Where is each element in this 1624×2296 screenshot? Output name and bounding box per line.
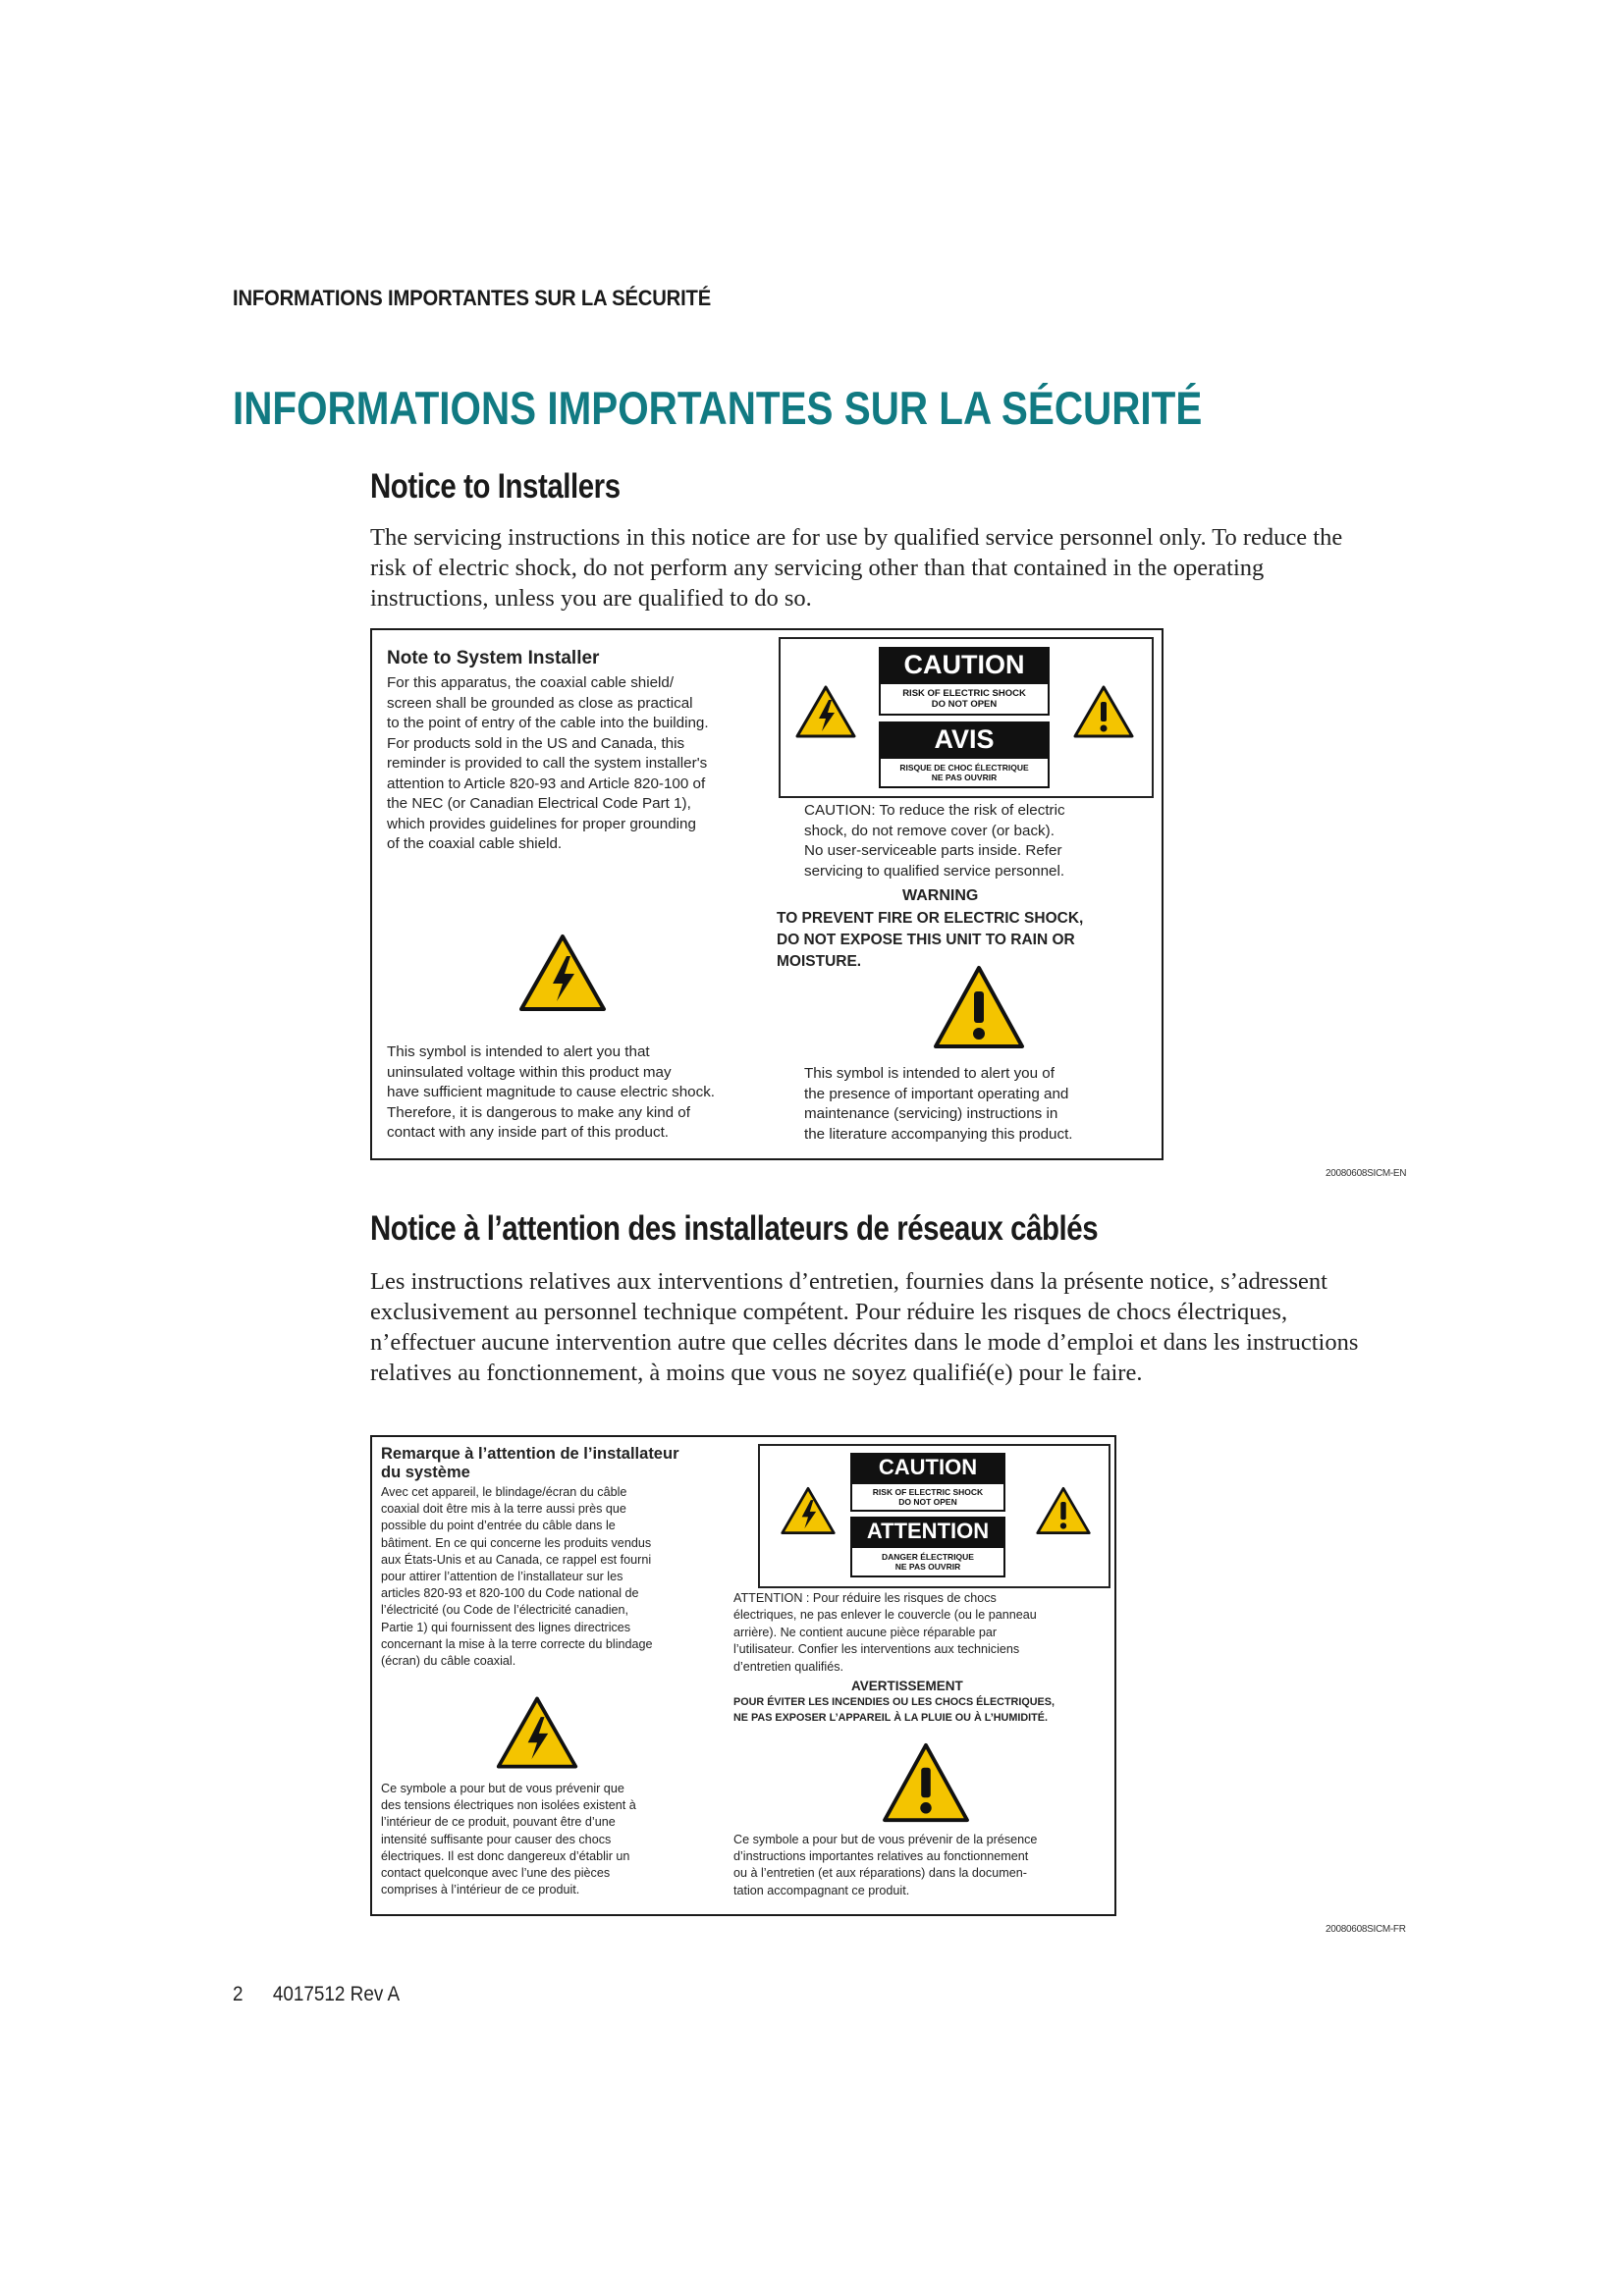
avis-sub-label: RISQUE DE CHOC ÉLECTRIQUE NE PAS OUVRIR (879, 757, 1050, 788)
caution-sub-label-fr: RISK OF ELECTRIC SHOCK DO NOT OPEN (850, 1482, 1005, 1512)
section-body-en: The servicing instructions in this notice are for use by qualified service personnel only. To reduce the risk of electric shock, do not perform any servicing other than that contained in the operating instructions, unless you are qualified to do so. (370, 524, 1343, 612)
electric-shock-small-icon-fr (780, 1485, 837, 1536)
caution-label-fr: CAUTION (850, 1453, 1005, 1482)
warning-text-fr: POUR ÉVITER LES INCENDIES OU LES CHOCS ÉLECTRIQUES, NE PAS EXPOSER L’APPAREIL À LA PLUIE OU À L’HUMIDITÉ. (733, 1696, 1055, 1724)
avis-label: AVIS (879, 721, 1050, 757)
page-title: INFORMATIONS IMPORTANTES SUR LA SÉCURITÉ (233, 382, 1203, 434)
exclamation-symbol-text: This symbol is intended to alert you of the presence of important operating and maintenance (servicing) instructions in the literature accompanying this product. (804, 1065, 1073, 1143)
electric-shock-warning-icon-fr (495, 1694, 579, 1771)
section-body-fr: Les instructions relatives aux interventions d’entretien, fournies dans la présente notice, s’adressent exclusivement au personnel technique compétent. Pour réduire les risques de chocs électriques, n’effectuer aucune intervention autre que celles décrites dans le mode d’emploi et dans les instructions relatives au fonctionnement, à moins que vous ne soyez qualifié(e) pour le faire. (370, 1268, 1359, 1386)
reference-code-en: 20080608SICM-EN (1326, 1168, 1407, 1179)
attention-sub-label: DANGER ÉLECTRIQUE NE PAS OUVRIR (850, 1546, 1005, 1577)
electric-shock-warning-icon (517, 933, 608, 1013)
caution-label-panel (779, 637, 1154, 798)
safety-notice-box-fr (370, 1435, 1116, 1916)
running-head: INFORMATIONS IMPORTANTES SUR LA SÉCURITÉ (233, 286, 712, 310)
note-heading: Note to System Installer (387, 648, 600, 668)
section-heading-en: Notice to Installers (370, 467, 621, 506)
exclamation-warning-icon-fr (881, 1741, 971, 1824)
note-text-fr: Avec cet appareil, le blindage/écran du câble coaxial doit être mis à la terre aussi près que possible du point d’entrée du câble dans le bâtiment. En ce qui concerne les produits vendus aux États-Unis et au Canada, ce rappel est fourni pour attirer l’attention de l’installateur sur les articles 820-93 et 820-100 du Code national de l’électricité (ou Code de l’électricité canadien, Partie 1) qui fournissent des lignes directrices concernant la mise à la terre correcte du blindage (écran) du câble coaxial. (381, 1485, 653, 1669)
note-heading-fr: Remarque à l’attention de l’installateur du système (381, 1445, 679, 1481)
warning-text: TO PREVENT FIRE OR ELECTRIC SHOCK, DO NOT EXPOSE THIS UNIT TO RAIN OR MOISTURE. (777, 910, 1084, 970)
caution-text-fr: ATTENTION : Pour réduire les risques de chocs électriques, ne pas enlever le couvercle (ou le panneau arrière). Ne contient aucune pièce réparable par l’utilisateur. Confier les interventions aux techniciens d’entretien qualifiés. (733, 1591, 1037, 1674)
exclamation-small-icon-fr (1035, 1485, 1092, 1536)
attention-label: ATTENTION (850, 1517, 1005, 1546)
warning-title: WARNING (902, 887, 979, 904)
shock-symbol-text: This symbol is intended to alert you that uninsulated voltage within this product may have sufficient magnitude to cause electric shock. Therefore, it is dangerous to make any kind of contact with any inside part of this product. (387, 1043, 716, 1141)
section-heading-fr: Notice à l’attention des installateurs de réseaux câblés (370, 1209, 1099, 1248)
electric-shock-small-icon (794, 684, 857, 739)
page-number: 2 (233, 1983, 244, 2005)
caution-sub-label: RISK OF ELECTRIC SHOCK DO NOT OPEN (879, 682, 1050, 716)
page-footer (233, 1983, 400, 2006)
exclamation-warning-icon (932, 964, 1026, 1050)
shock-symbol-text-fr: Ce symbole a pour but de vous prévenir que des tensions électriques non isolées existent à l’intérieur de ce produit, pouvant être d’une intensité suffisante pour causer des chocs électriques. Il est donc dangereux d’établir un contact quelconque avec l’une des pièces comprises à l’intérieur de ce produit. (381, 1782, 636, 1897)
exclamation-symbol-text-fr: Ce symbole a pour but de vous prévenir de la présence d’instructions importantes relatives au fonctionnement ou à l’entretien (et aux réparations) dans la documen- tation accompagnant ce produit. (733, 1833, 1038, 1897)
safety-notice-box-en (370, 628, 1164, 1160)
caution-label-panel-fr (758, 1444, 1110, 1588)
reference-code-fr: 20080608SICM-FR (1326, 1924, 1406, 1935)
document-id: 4017512 Rev A (272, 1983, 401, 2005)
caution-text: CAUTION: To reduce the risk of electric shock, do not remove cover (or back). No user-serviceable parts inside. Refer servicing to qualified service personnel. (804, 802, 1065, 880)
note-text: For this apparatus, the coaxial cable shield/ screen shall be grounded as close as practical to the point of entry of the cable into the building. For products sold in the US and Canada, this reminder is provided to call the system installer's attention to Article 820-93 and Article 820-100 of the NEC (or Canadian Electrical Code Part 1), which provides guidelines for proper grounding of the coaxial cable shield. (387, 674, 709, 852)
exclamation-small-icon (1072, 684, 1135, 739)
caution-label: CAUTION (879, 647, 1050, 682)
warning-title-fr: AVERTISSEMENT (851, 1679, 963, 1693)
